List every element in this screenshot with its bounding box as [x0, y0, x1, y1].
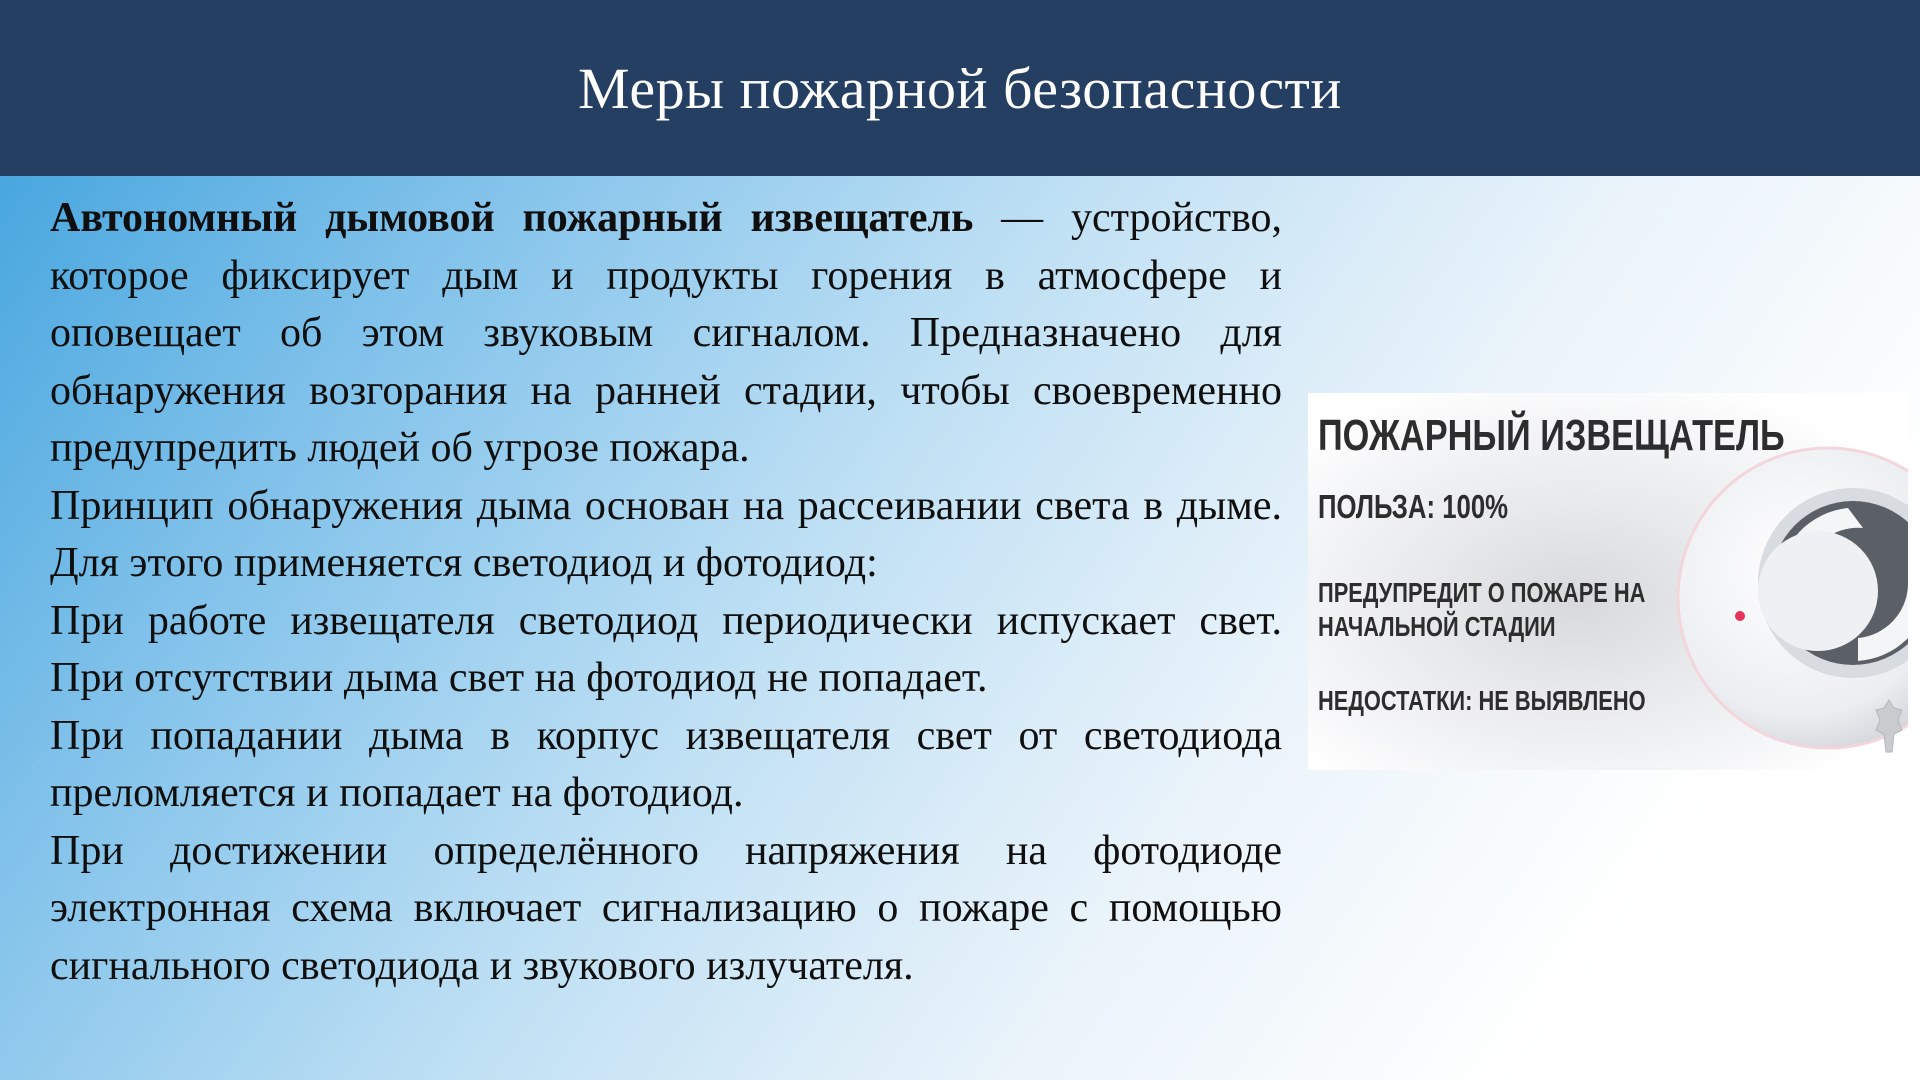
warning-line-2: НАЧАЛЬНОЙ СТАДИИ	[1318, 611, 1556, 642]
benefit-text: ПОЛЬЗА: 100%	[1318, 488, 1509, 525]
smoke-paragraph: При попадании дыма в корпус извещателя свет от светодиода преломляется и попадает на фотодиод.	[50, 712, 1282, 816]
smoke-detector-icon	[1658, 433, 1908, 763]
detector-info-card	[1308, 393, 1908, 770]
warning-text	[1318, 576, 1645, 644]
main-text	[50, 190, 1282, 995]
term-bold: Автономный дымовой пожарный извещатель	[50, 195, 974, 241]
emergency-emblem-icon	[1872, 698, 1906, 754]
title-bar	[0, 0, 1920, 176]
alarm-paragraph: При достижении определённого напряжения на фотодиоде электронная схема включает сигнализацию о пожаре с помощью сигнального светодиода и звукового излучателя.	[50, 827, 1282, 989]
principle-paragraph: Принцип обнаружения дыма основан на рассеивании света в дыме. Для этого применяется светодиод и фотодиод:	[50, 482, 1282, 586]
led-paragraph: При работе извещателя светодиод периодически испускает свет. При отсутствии дыма свет на фотодиод не попадает.	[50, 597, 1282, 701]
slide-title: Меры пожарной безопасности	[578, 55, 1342, 121]
definition-paragraph	[50, 190, 1282, 478]
flaws-text: НЕДОСТАТКИ: НЕ ВЫЯВЛЕНО	[1318, 685, 1646, 716]
warning-line-1: ПРЕДУПРЕДИТ О ПОЖАРЕ НА	[1318, 577, 1646, 608]
card-title: ПОЖАРНЫЙ ИЗВЕЩАТЕЛЬ	[1318, 411, 1785, 460]
definition-text: — устройство, которое фиксирует дым и продукты горения в атмосфере и оповещает об этом звуковым сигналом. Предназначено для обнаружения возгорания на ранней стадии, чтобы своевременно предупредить людей об угрозе пожара.	[50, 195, 1282, 471]
